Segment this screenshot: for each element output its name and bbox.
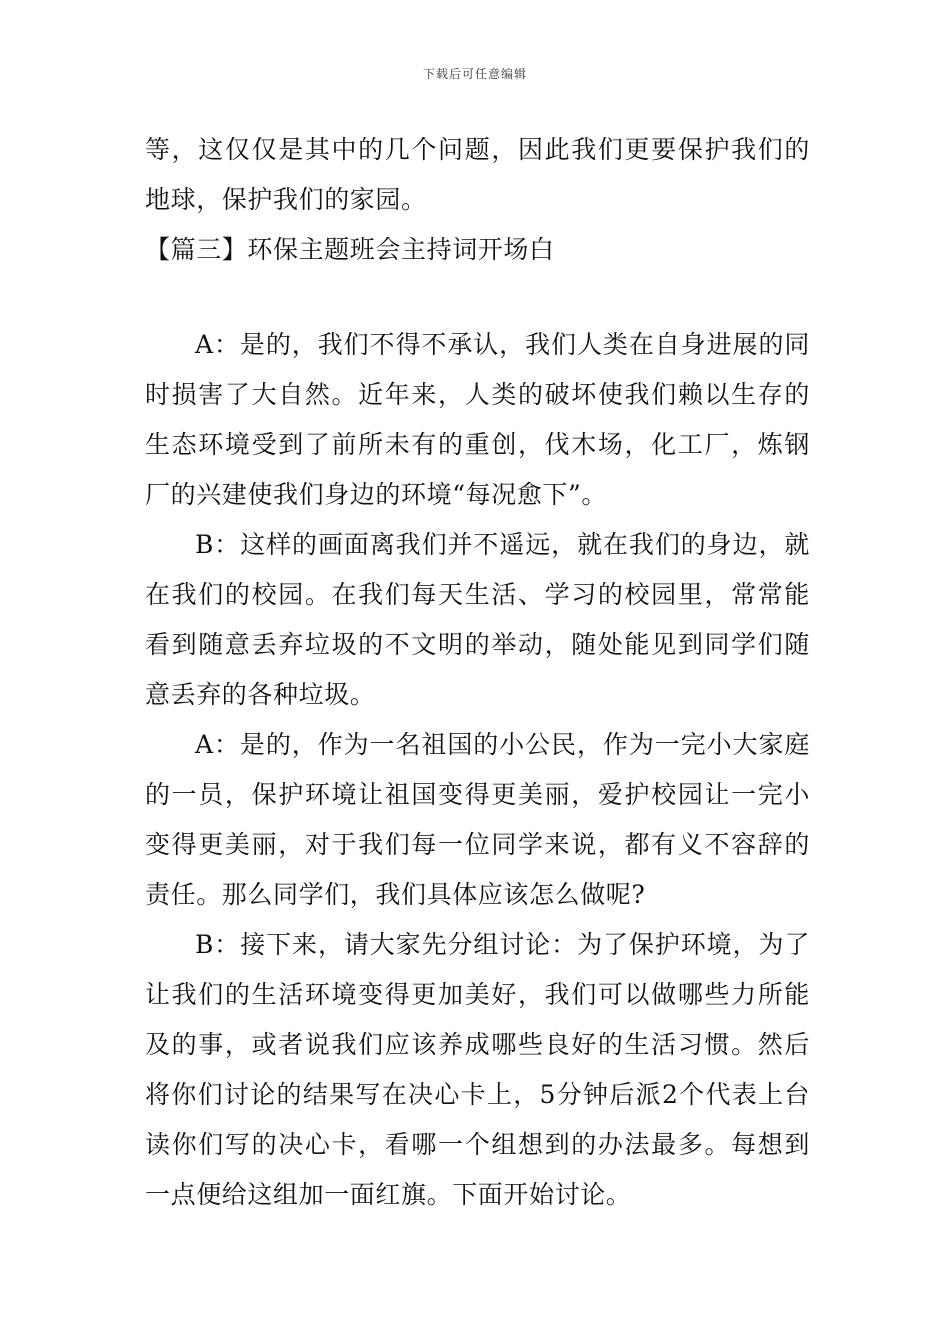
document-body: [145, 125, 810, 1220]
paragraph-intro: 等，这仅仅是其中的几个问题，因此我们更要保护我们的地球，保护我们的家园。: [145, 135, 810, 214]
paragraph-a2: A：是的，作为一名祖国的小公民，作为一完小大家庭的一员，保护环境让祖国变得更美丽，爱护校园让一完小变得更美丽，对于我们每一位同学来说，都有义不容辞的责任。那么同学们，我们具体应该怎么做呢?: [145, 730, 810, 909]
paragraph-b1: B：这样的画面离我们并不遥远，就在我们的身边，就在我们的校园。在我们每天生活、学习的校园里，常常能看到随意丢弃垃圾的不文明的举动，随处能见到同学们随意丢弃的各种垃圾。: [145, 530, 810, 709]
paragraph-b2: B：接下来，请大家先分组讨论：为了保护环境，为了让我们的生活环境变得更加美好，我们可以做哪些力所能及的事，或者说我们应该养成哪些良好的生活习惯。然后将你们讨论的结果写在决心卡上，5分钟后派2个代表上台读你们写的决心卡，看哪一个组想到的办法最多。每想到一点便给这组加一面红旗。下面开始讨论。: [145, 930, 810, 1209]
paragraph-a1: A：是的，我们不得不承认，我们人类在自身进展的同时损害了大自然。近年来，人类的破坏使我们赖以生存的生态环境受到了前所未有的重创，伐木场，化工厂，炼钢厂的兴建使我们身边的环境“每况愈下”。: [145, 330, 810, 509]
section-heading: 【篇三】环保主题班会主持词开场白: [145, 235, 555, 264]
page-header: 下载后可任意编辑: [422, 67, 527, 81]
